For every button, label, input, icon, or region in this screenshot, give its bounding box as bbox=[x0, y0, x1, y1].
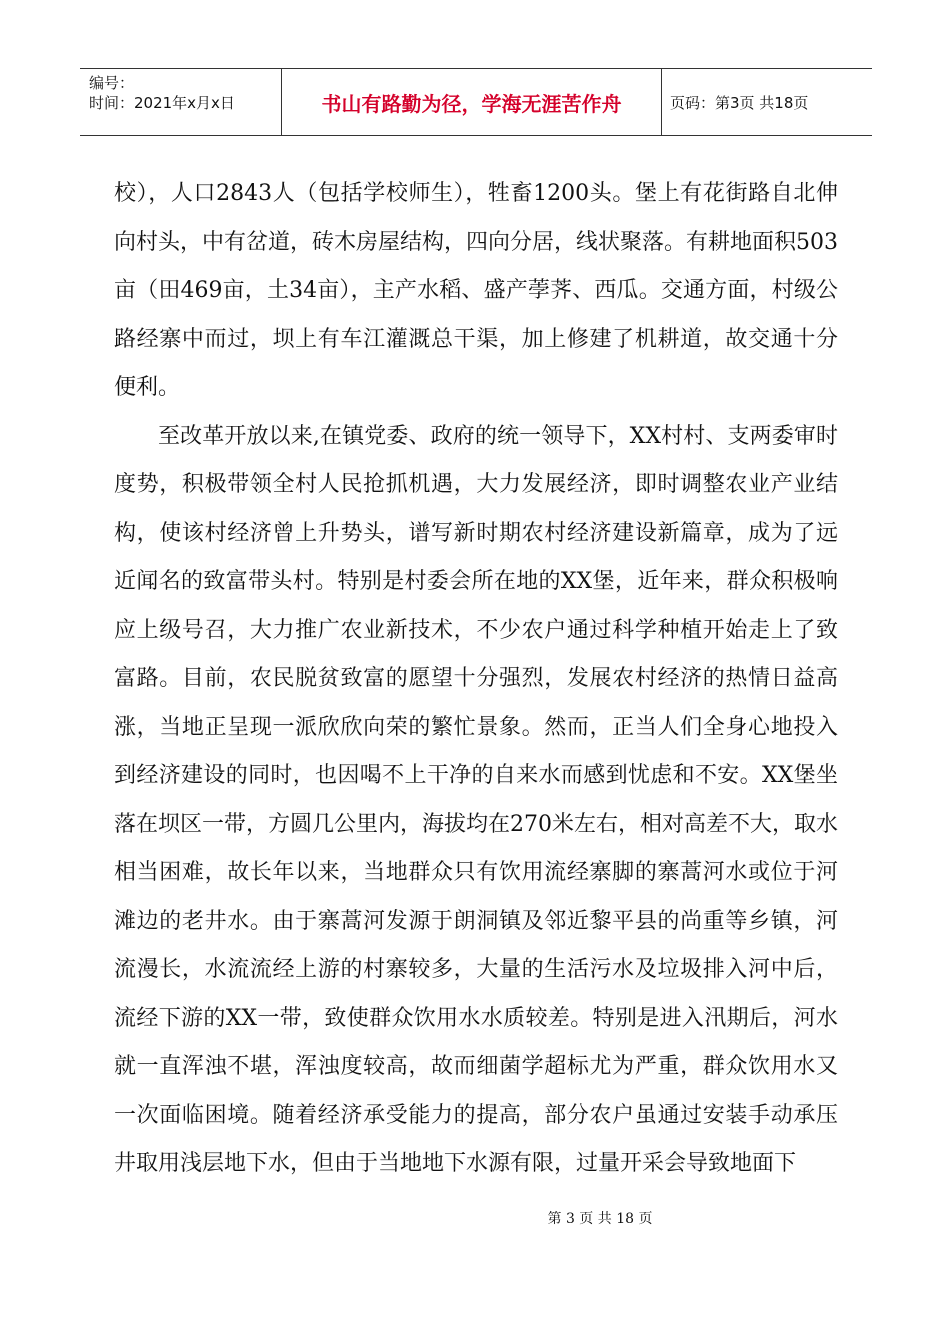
time-label: 时间：2021年x月x日 bbox=[89, 94, 235, 112]
document-body bbox=[114, 170, 838, 1189]
footer-page-number: 第 3 页 共 18 页 bbox=[547, 1211, 653, 1227]
header-meta bbox=[80, 69, 282, 135]
paragraph-2: 至改革开放以来,在镇党委、政府的统一领导下，XX村村、支两委审时度势，积极带领全村人民抢抓机遇，大力发展经济，即时调整农业产业结构，使该村经济曾上升势头，谱写新时期农村经济建设新篇章，成为了远近闻名的致富带头村。特别是村委会所在地的XX堡，近年来，群众积极响应上级号召，大力推广农业新技术，不少农户通过科学种植开始走上了致富路。目前，农民脱贫致富的愿望十分强烈，发展农村经济的热情日益高涨，当地正呈现一派欣欣向荣的繁忙景象。然而，正当人们全身心地投入到经济建设的同时，也因喝不上干净的自来水而感到忧虑和不安。XX堡坐落在坝区一带，方圆几公里内，海拔均在270米左右，相对高差不大，取水相当困难，故长年以来，当地群众只有饮用流经寨脚的寨蒿河水或位于河滩边的老井水。由于寨蒿河发源于朗洞镇及邻近黎平县的尚重等乡镇，河流漫长，水流流经上游的村寨较多，大量的生活污水及垃圾排入河中后，流经下游的XX一带，致使群众饮用水水质较差。特别是进入汛期后，河水就一直浑浊不堪，浑浊度较高，故而细菌学超标尤为严重，群众饮用水又一次面临困境。随着经济承受能力的提高，部分农户虽通过安装手动承压井取用浅层地下水，但由于当地地下水源有限，过量开采会导致地面下 bbox=[114, 423, 838, 1176]
page-header bbox=[80, 68, 872, 136]
serial-label: 编号： bbox=[89, 74, 135, 92]
header-motto: 书山有路勤为径，学海无涯苦作舟 bbox=[282, 69, 662, 135]
header-page-info: 页码：第3页 共18页 bbox=[670, 93, 809, 112]
paragraph-1: 校），人口2843人（包括学校师生），牲畜1200头。堡上有花街路自北伸向村头，中有岔道，砖木房屋结构，四向分居，线状聚落。有耕地面积503亩（田469亩，土34亩），主产水稻、盛产荸荠、西瓜。交通方面，村级公路经寨中而过，坝上有车江灌溉总干渠，加上修建了机耕道，故交通十分便利。 bbox=[114, 181, 838, 400]
page-footer bbox=[0, 1208, 950, 1228]
